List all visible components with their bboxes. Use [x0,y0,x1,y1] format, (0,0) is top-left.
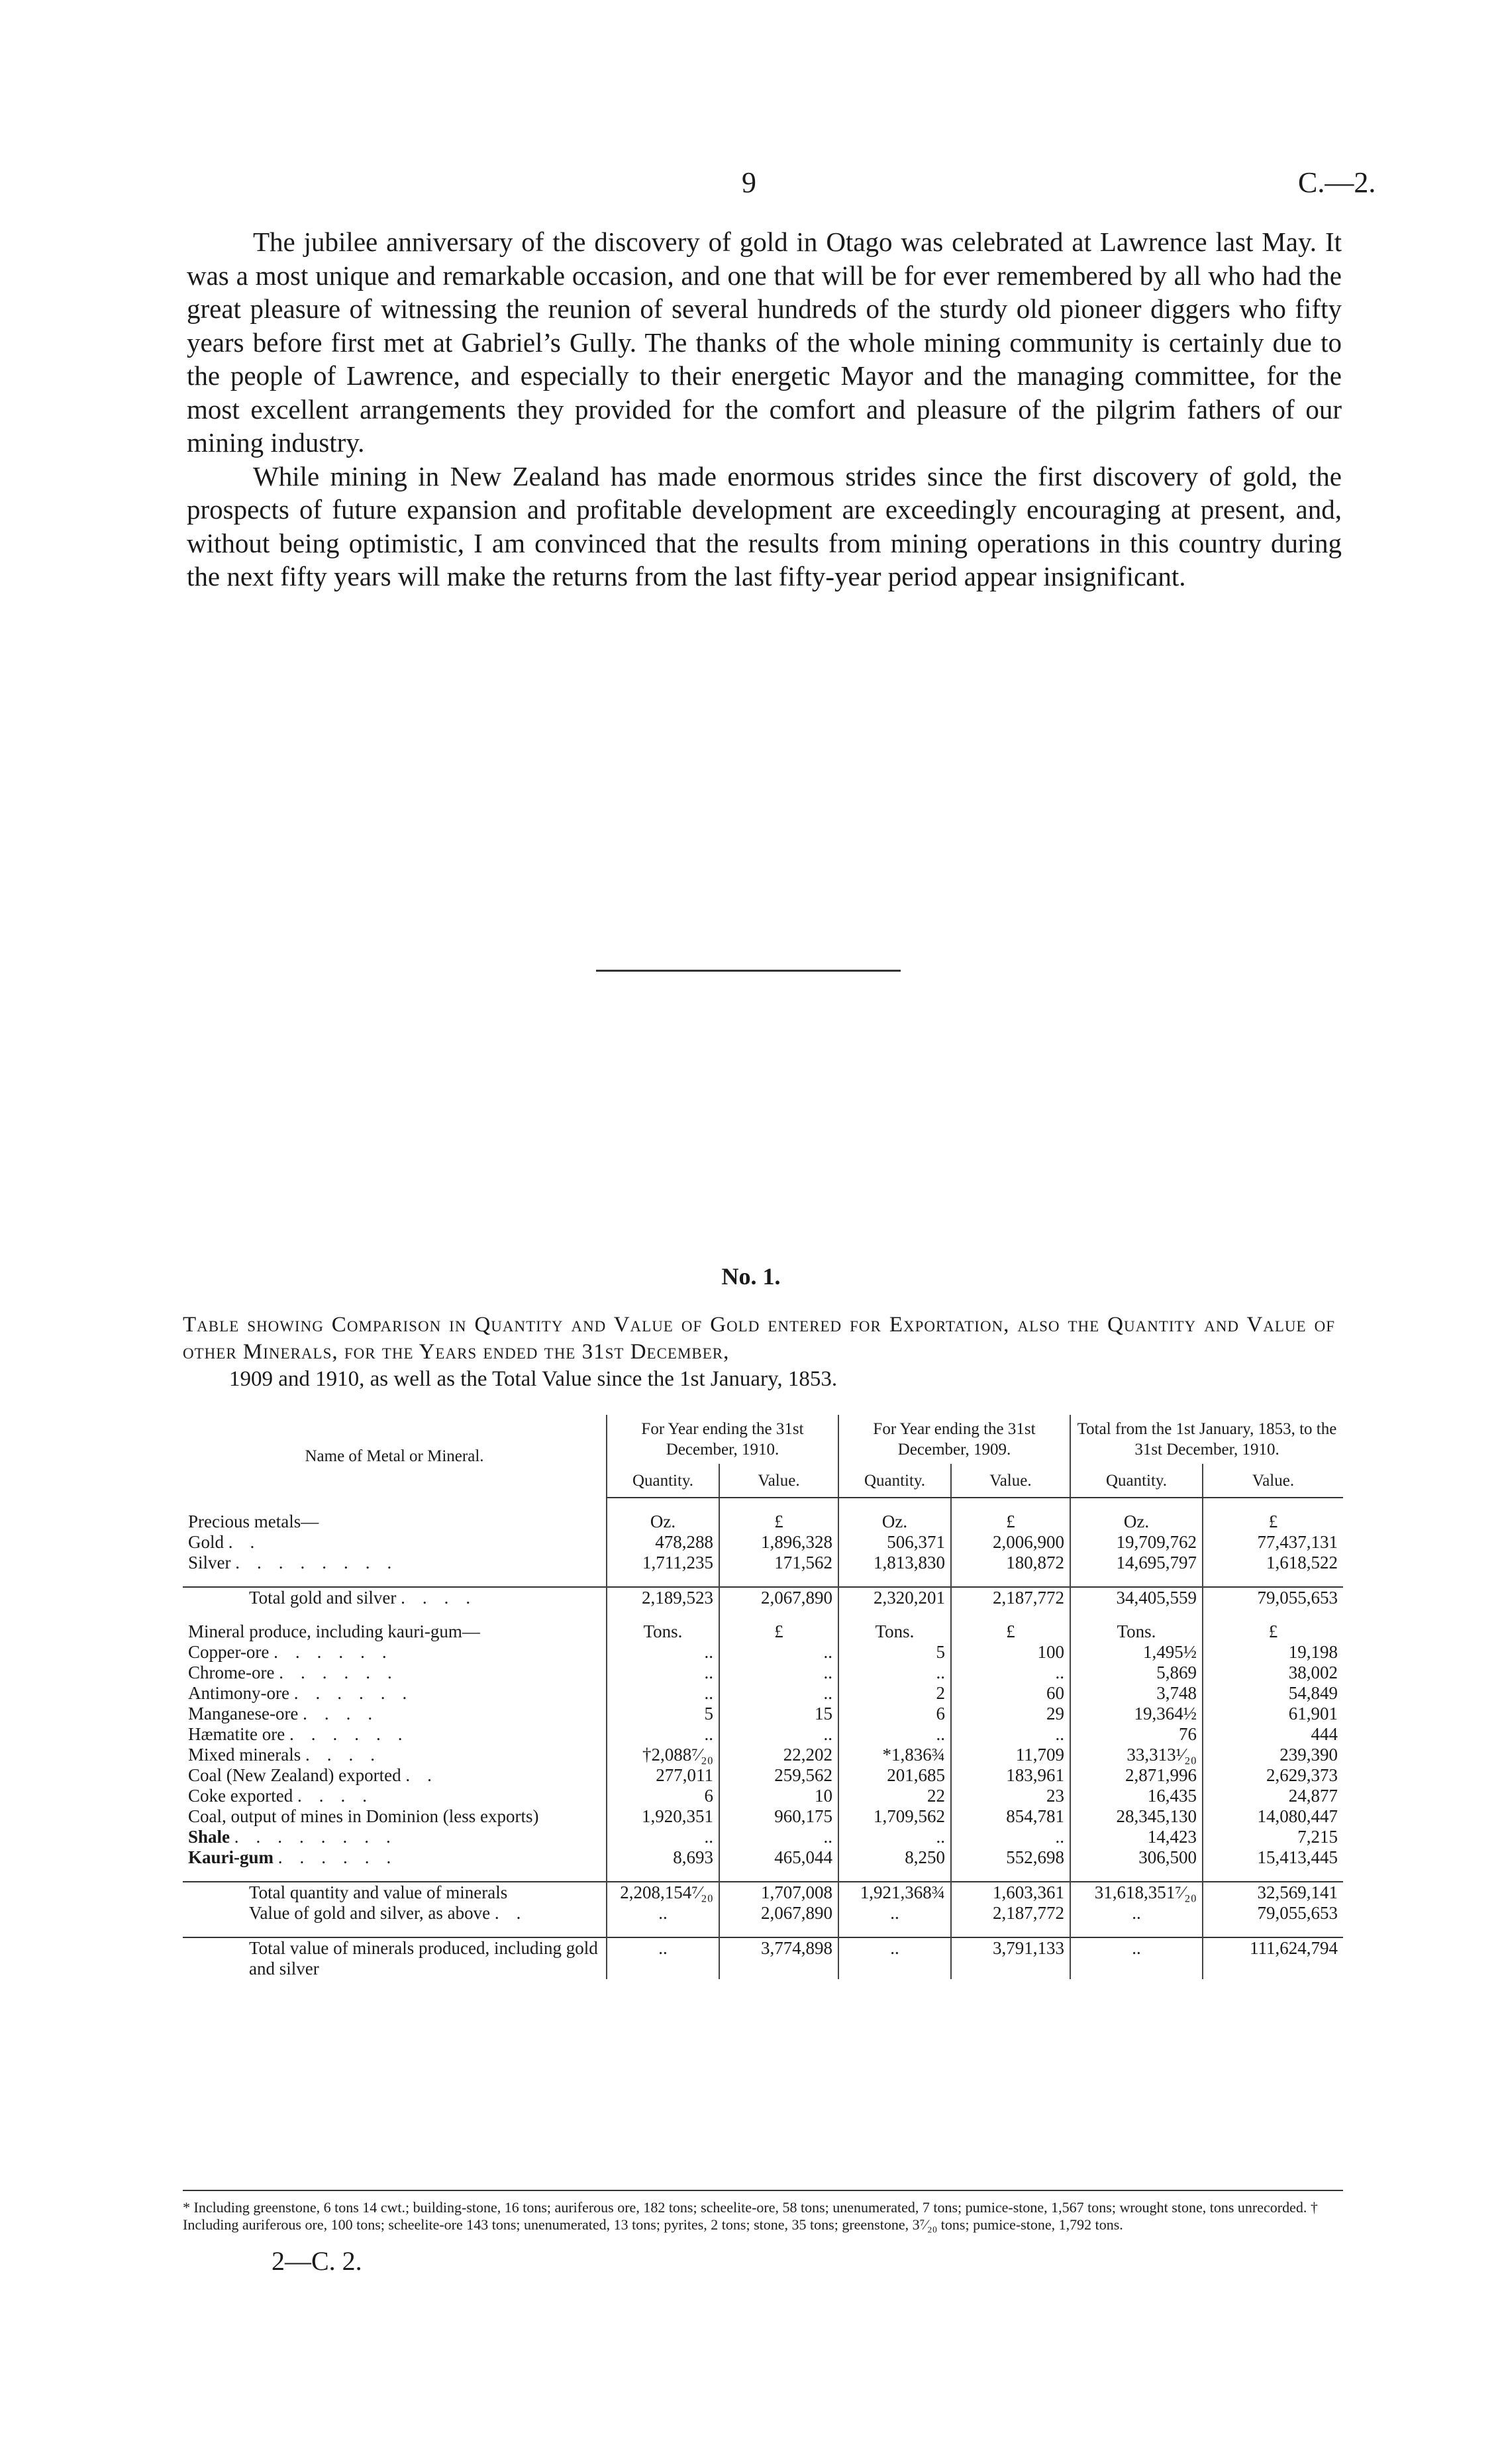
cell: 2,871,996 [1070,1765,1203,1786]
table-footnote: * Including greenstone, 6 tons 14 cwt.; building-stone, 16 tons; auriferous ore, 182 tons; scheelite-ore, 58 tons; unenumerated, 7 tons; pumice-stone, 1,567 tons; wrought stone, tons unrecorded. † Including auriferous ore, 100 tons; scheelite-ore 143 tons; unenumerated, 13 tons; pyrites, 2 tons; stone, 35 tons; greenstone, 3⁷⁄₂₀ tons; pumice-stone, 1,792 tons. [183,2190,1343,2233]
row-label: Manganese-ore .... [188,1704,390,1723]
cell: 2,187,772 [951,1903,1070,1924]
cell: 31,618,351⁷⁄₂₀ [1070,1882,1203,1903]
cell: 1,707,008 [719,1882,838,1903]
row-name: Silver [188,1553,231,1572]
cell: .. [1070,1937,1203,1979]
cell: 2,067,890 [719,1903,838,1924]
header-value-1910: Value. [719,1464,838,1498]
row-label: Kauri-gum ...... [188,1847,409,1867]
cell: 8,250 [838,1847,951,1868]
cell: 2,189,523 [607,1587,719,1608]
table-row [183,1704,1343,1724]
cell: 3,774,898 [719,1937,838,1979]
caption-line-2: 1909 and 1910, as well as the Total Value since the 1st January, 1853. [229,1367,838,1391]
cell: 24,877 [1203,1786,1343,1806]
cell: .. [719,1663,838,1683]
row-label: Chrome-ore ...... [188,1663,409,1682]
header-year-1909: For Year ending the 31st December, 1909. [838,1415,1070,1464]
cell: 960,175 [719,1806,838,1827]
cell: 2,006,900 [951,1532,1070,1553]
cell: 306,500 [1070,1847,1203,1868]
table-row [183,1806,1343,1827]
cell: 1,920,351 [607,1806,719,1827]
cell: .. [719,1724,838,1745]
table-row [183,1553,1343,1573]
cell: 60 [951,1683,1070,1704]
table-row [183,1827,1343,1847]
row-name: Kauri-gum [188,1847,274,1867]
cell: .. [951,1827,1070,1847]
cell: 6 [838,1704,951,1724]
cell: .. [951,1663,1070,1683]
cell: 76 [1070,1724,1203,1745]
header-quantity-1909: Quantity. [838,1464,951,1498]
paragraph-mining-outlook: While mining in New Zealand has made enormous strides since the first discovery of gold, the prospects of future expansion and profitable development are exceedingly encouraging at present, and, without being optimistic, I am convinced that the results from mining operations in this country during the next fifty years will make the returns from the last fifty-year period appear insignificant. [187,460,1342,591]
cell: .. [951,1724,1070,1745]
table-row [183,1903,1343,1924]
table-row [183,1765,1343,1786]
row-label: Coke exported .... [188,1786,384,1806]
cell: 19,364½ [1070,1704,1203,1724]
cell: 444 [1203,1724,1343,1745]
cell: .. [719,1827,838,1847]
cell: 28,345,130 [1070,1806,1203,1827]
row-name: Manganese-ore [188,1704,299,1723]
cell: 1,813,830 [838,1553,951,1573]
table-row [183,1847,1343,1868]
row-label [183,1806,607,1827]
table-caption [183,1311,1335,1393]
cell: .. [607,1903,719,1924]
cell: 2,187,772 [951,1587,1070,1608]
section-label-row [183,1512,1343,1532]
row-name: Copper-ore [188,1642,270,1662]
cell: 478,288 [607,1532,719,1553]
row-label: Hæmatite ore ...... [188,1724,420,1744]
cell: 22 [838,1786,951,1806]
cell: .. [838,1724,951,1745]
table-number: No. 1. [721,1263,781,1290]
unit-cell: Oz. [838,1512,951,1532]
row-label: Value of gold and silver, as above .. [249,1903,538,1923]
cell: 14,695,797 [1070,1553,1203,1573]
caption-line-1: Table showing Comparison in Quantity and Value of Gold entered for Exportation, also the Quantity and Value of other Minerals, for the Years ended the 31st December, [183,1313,1335,1364]
cell: .. [607,1663,719,1683]
cell: 14,423 [1070,1827,1203,1847]
body-text [187,225,1342,593]
cell: 259,562 [719,1765,838,1786]
paragraph-jubilee: The jubilee anniversary of the discovery of gold in Otago was celebrated at Lawrence last May. It was a most unique and remarkable occasion, and one that will be for ever remembered by all who had the great pleasure of witnessing the reunion of several hundreds of the sturdy old pioneer diggers who fifty years before first met at Gabriel’s Gully. The thanks of the whole mining community is certainly due to the people of Lawrence, and especially to their energetic Mayor and the managing committee, for the most excellent arrangements they provided for the comfort and pleasure of the pilgrim fathers of our mining industry. [187,227,1342,458]
header-name-column: Name of Metal or Mineral. [305,1447,484,1465]
cell: 1,711,235 [607,1553,719,1573]
grand-total-row [183,1937,1343,1979]
cell: 1,618,522 [1203,1553,1343,1573]
cell: .. [607,1683,719,1704]
cell: 23 [951,1786,1070,1806]
table-row [183,1683,1343,1704]
cell: .. [607,1937,719,1979]
row-label: Gold .. [188,1532,272,1552]
header-quantity-1910: Quantity. [607,1464,719,1498]
row-label: Shale ........ [188,1827,408,1847]
cell: 29 [951,1704,1070,1724]
row-label: Total value of minerals produced, including gold and silver [183,1937,607,1979]
row-label: Total quantity and value of minerals [183,1882,607,1903]
page-signature: 2—C. 2. [272,2246,362,2276]
page-reference: C.—2. [1298,166,1376,199]
row-label: Total gold and silver .... [183,1587,607,1608]
cell: 33,313¹⁄₂₀ [1070,1745,1203,1765]
total-row [183,1587,1343,1608]
cell: 183,961 [951,1765,1070,1786]
cell: 77,437,131 [1203,1532,1343,1553]
unit-cell: Tons. [607,1621,719,1642]
cell: 5 [838,1642,951,1663]
cell: 2 [838,1683,951,1704]
cell: .. [607,1724,719,1745]
cell: 16,435 [1070,1786,1203,1806]
total-row [183,1882,1343,1903]
cell: .. [838,1827,951,1847]
row-label: Copper-ore ...... [188,1642,404,1662]
unit-cell: Tons. [1070,1621,1203,1642]
cell: 111,624,794 [1203,1937,1343,1979]
cell: .. [1070,1903,1203,1924]
row-name: Mixed minerals [188,1745,301,1765]
section-divider [596,970,901,972]
section-minerals-label: Mineral produce, including kauri-gum— [188,1621,480,1641]
cell: 1,896,328 [719,1532,838,1553]
cell: 3,748 [1070,1683,1203,1704]
table-row [183,1532,1343,1553]
unit-cell: Oz. [607,1512,719,1532]
cell: 15 [719,1704,838,1724]
cell: 19,198 [1203,1642,1343,1663]
cell: .. [838,1903,951,1924]
cell: 79,055,653 [1203,1587,1343,1608]
cell: .. [719,1642,838,1663]
cell: 201,685 [838,1765,951,1786]
row-name: Coke exported [188,1786,293,1806]
header-total-since-1853: Total from the 1st January, 1853, to the 31st December, 1910. [1070,1415,1343,1464]
cell: .. [838,1937,951,1979]
row-name: Hæmatite ore [188,1724,285,1744]
row-name: Chrome-ore [188,1663,275,1682]
row-name: Coal (New Zealand) exported [188,1765,401,1785]
cell: .. [719,1683,838,1704]
unit-cell: £ [951,1512,1070,1532]
cell: 11,709 [951,1745,1070,1765]
row-name: Gold [188,1532,224,1552]
unit-cell: Tons. [838,1621,951,1642]
table-row [183,1745,1343,1765]
cell: 5 [607,1704,719,1724]
header-quantity-total: Quantity. [1070,1464,1203,1498]
cell: 61,901 [1203,1704,1343,1724]
row-label: Silver ........ [188,1553,409,1572]
header-year-1910: For Year ending the 31st December, 1910. [607,1415,838,1464]
row-name: Value of gold and silver, as above [249,1903,491,1923]
cell: 34,405,559 [1070,1587,1203,1608]
cell: 1,921,368¾ [838,1882,951,1903]
unit-cell: £ [719,1621,838,1642]
minerals-table [183,1415,1343,1979]
cell: 15,413,445 [1203,1847,1343,1868]
mineral-rows [183,1642,1343,1868]
cell: 854,781 [951,1806,1070,1827]
cell: .. [607,1642,719,1663]
cell: 54,849 [1203,1683,1343,1704]
cell: 38,002 [1203,1663,1343,1683]
cell: 552,698 [951,1847,1070,1868]
cell: 79,055,653 [1203,1903,1343,1924]
row-name: Antimony-ore [188,1683,289,1703]
cell: 1,495½ [1070,1642,1203,1663]
cell: .. [607,1827,719,1847]
page-number: 9 [742,166,756,199]
section-label-row [183,1621,1343,1642]
table-row [183,1663,1343,1683]
cell: 8,693 [607,1847,719,1868]
cell: 6 [607,1786,719,1806]
unit-cell: £ [719,1512,838,1532]
cell: 14,080,447 [1203,1806,1343,1827]
cell: 2,067,890 [719,1587,838,1608]
cell: 22,202 [719,1745,838,1765]
cell: 10 [719,1786,838,1806]
row-label: Mixed minerals .... [188,1745,392,1765]
cell: †2,088⁷⁄₂₀ [607,1745,719,1765]
cell: 465,044 [719,1847,838,1868]
unit-cell: Oz. [1070,1512,1203,1532]
cell: 2,320,201 [838,1587,951,1608]
cell: 7,215 [1203,1827,1343,1847]
cell: 100 [951,1642,1070,1663]
unit-cell: £ [1203,1621,1343,1642]
cell: .. [838,1663,951,1683]
cell: *1,836¾ [838,1745,951,1765]
cell: 171,562 [719,1553,838,1573]
unit-cell: £ [951,1621,1070,1642]
unit-cell: £ [1203,1512,1343,1532]
section-precious-label: Precious metals— [188,1512,319,1531]
table-row [183,1724,1343,1745]
cell: 180,872 [951,1553,1070,1573]
cell: 5,869 [1070,1663,1203,1683]
header-value-1909: Value. [951,1464,1070,1498]
cell: 19,709,762 [1070,1532,1203,1553]
table-row [183,1642,1343,1663]
row-name: Total gold and silver [249,1588,397,1608]
table-row [183,1786,1343,1806]
cell: 277,011 [607,1765,719,1786]
cell: 2,208,154⁷⁄₂₀ [607,1882,719,1903]
row-name: Coal, output of mines in Dominion (less exports) [188,1806,539,1826]
row-label: Coal (New Zealand) exported .. [188,1765,449,1785]
cell: 239,390 [1203,1745,1343,1765]
row-label: Antimony-ore ...... [188,1683,425,1703]
cell: 506,371 [838,1532,951,1553]
cell: 2,629,373 [1203,1765,1343,1786]
minerals-table-container [183,1415,1343,1979]
cell: 32,569,141 [1203,1882,1343,1903]
cell: 1,603,361 [951,1882,1070,1903]
row-name: Shale [188,1827,230,1847]
cell: 1,709,562 [838,1806,951,1827]
header-value-total: Value. [1203,1464,1343,1498]
cell: 3,791,133 [951,1937,1070,1979]
